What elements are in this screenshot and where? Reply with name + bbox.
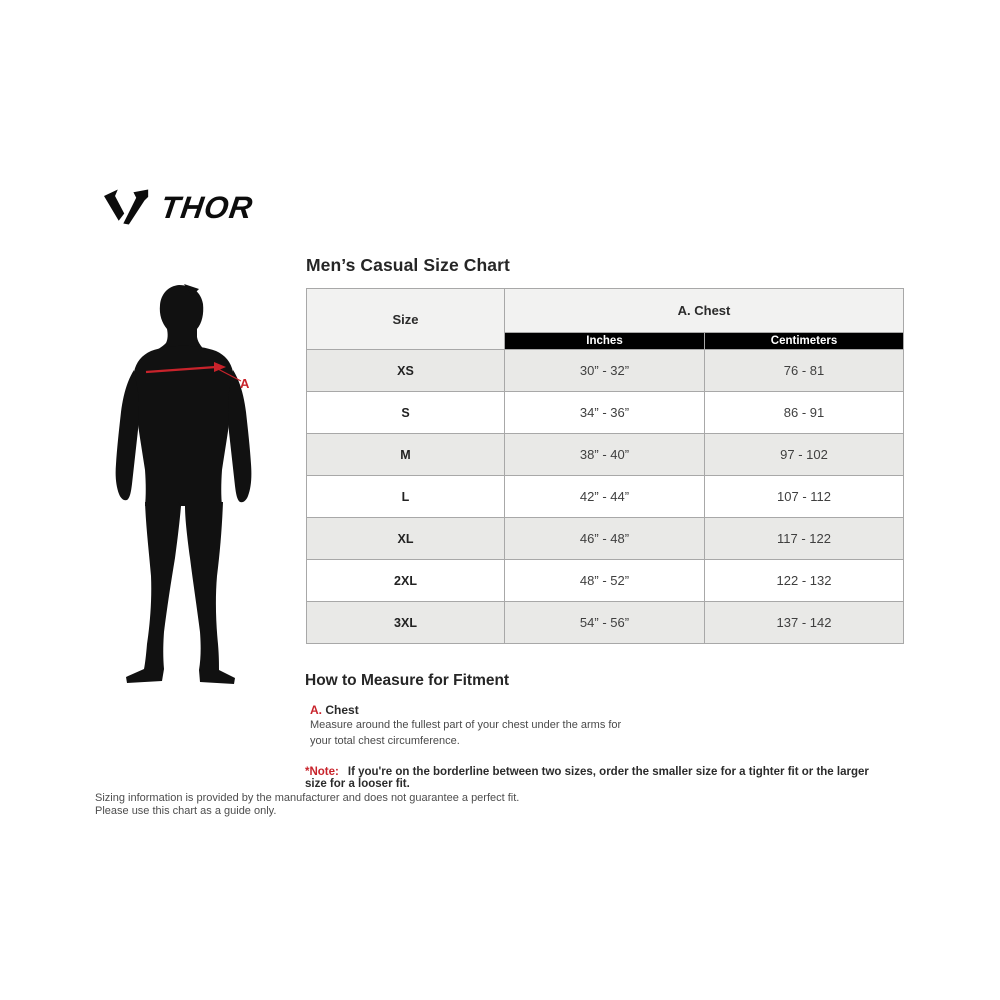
measure-item-letter: A. (310, 703, 322, 717)
header-row-main (307, 289, 904, 333)
size-cell: XS (307, 350, 505, 392)
inches-cell: 48” - 52” (505, 560, 705, 602)
disclaimer-line-2: Please use this chart as a guide only. (95, 805, 277, 818)
size-cell: XL (307, 518, 505, 560)
column-header-chest: A. Chest (505, 289, 904, 333)
silhouette-body (116, 284, 252, 684)
centimeters-cell: 117 - 122 (705, 518, 904, 560)
male-silhouette-figure (112, 282, 260, 686)
centimeters-cell: 76 - 81 (705, 350, 904, 392)
thor-horns-icon (104, 188, 150, 226)
brand-logo-text: THOR (158, 189, 256, 225)
note-text: If you're on the borderline between two sizes, order the smaller size for a tighter fit or the larger size for a looser fit. (305, 766, 869, 790)
size-cell: 2XL (307, 560, 505, 602)
measure-item-name: Chest (325, 703, 359, 717)
centimeters-cell: 86 - 91 (705, 392, 904, 434)
size-cell: L (307, 476, 505, 518)
size-cell: M (307, 434, 505, 476)
column-header-inches: Inches (505, 333, 705, 350)
table-row-2xl (307, 560, 904, 602)
table-row-m (307, 434, 904, 476)
centimeters-cell: 122 - 132 (705, 560, 904, 602)
size-chart-table (306, 288, 904, 644)
measure-item-description: Measure around the fullest part of your chest under the arms for your total chest circumference. (310, 719, 622, 747)
table-row-xs (307, 350, 904, 392)
size-chart-title: Men’s Casual Size Chart (306, 255, 510, 275)
inches-cell: 54” - 56” (505, 602, 705, 644)
inches-cell: 30” - 32” (505, 350, 705, 392)
size-cell: S (307, 392, 505, 434)
disclaimer-line-1: Sizing information is provided by the manufacturer and does not guarantee a perfect fit. (95, 792, 520, 804)
inches-cell: 38” - 40” (505, 434, 705, 476)
inches-cell: 42” - 44” (505, 476, 705, 518)
column-header-size: Size (307, 289, 505, 350)
note-label: *Note: (305, 766, 339, 778)
centimeters-cell: 97 - 102 (705, 434, 904, 476)
table-row-s (307, 392, 904, 434)
disclaimer (95, 792, 519, 819)
how-to-heading: How to Measure for Fitment (305, 672, 510, 689)
inches-cell: 34” - 36” (505, 392, 705, 434)
centimeters-cell: 137 - 142 (705, 602, 904, 644)
column-header-centimeters: Centimeters (705, 333, 904, 350)
centimeters-cell: 107 - 112 (705, 476, 904, 518)
table-row-xl (307, 518, 904, 560)
measure-label-a: A (240, 376, 250, 391)
brand-logo (104, 188, 256, 226)
measure-item-title (310, 703, 359, 717)
sizing-note (305, 766, 885, 790)
table-row-l (307, 476, 904, 518)
size-cell: 3XL (307, 602, 505, 644)
inches-cell: 46” - 48” (505, 518, 705, 560)
table-row-3xl (307, 602, 904, 644)
